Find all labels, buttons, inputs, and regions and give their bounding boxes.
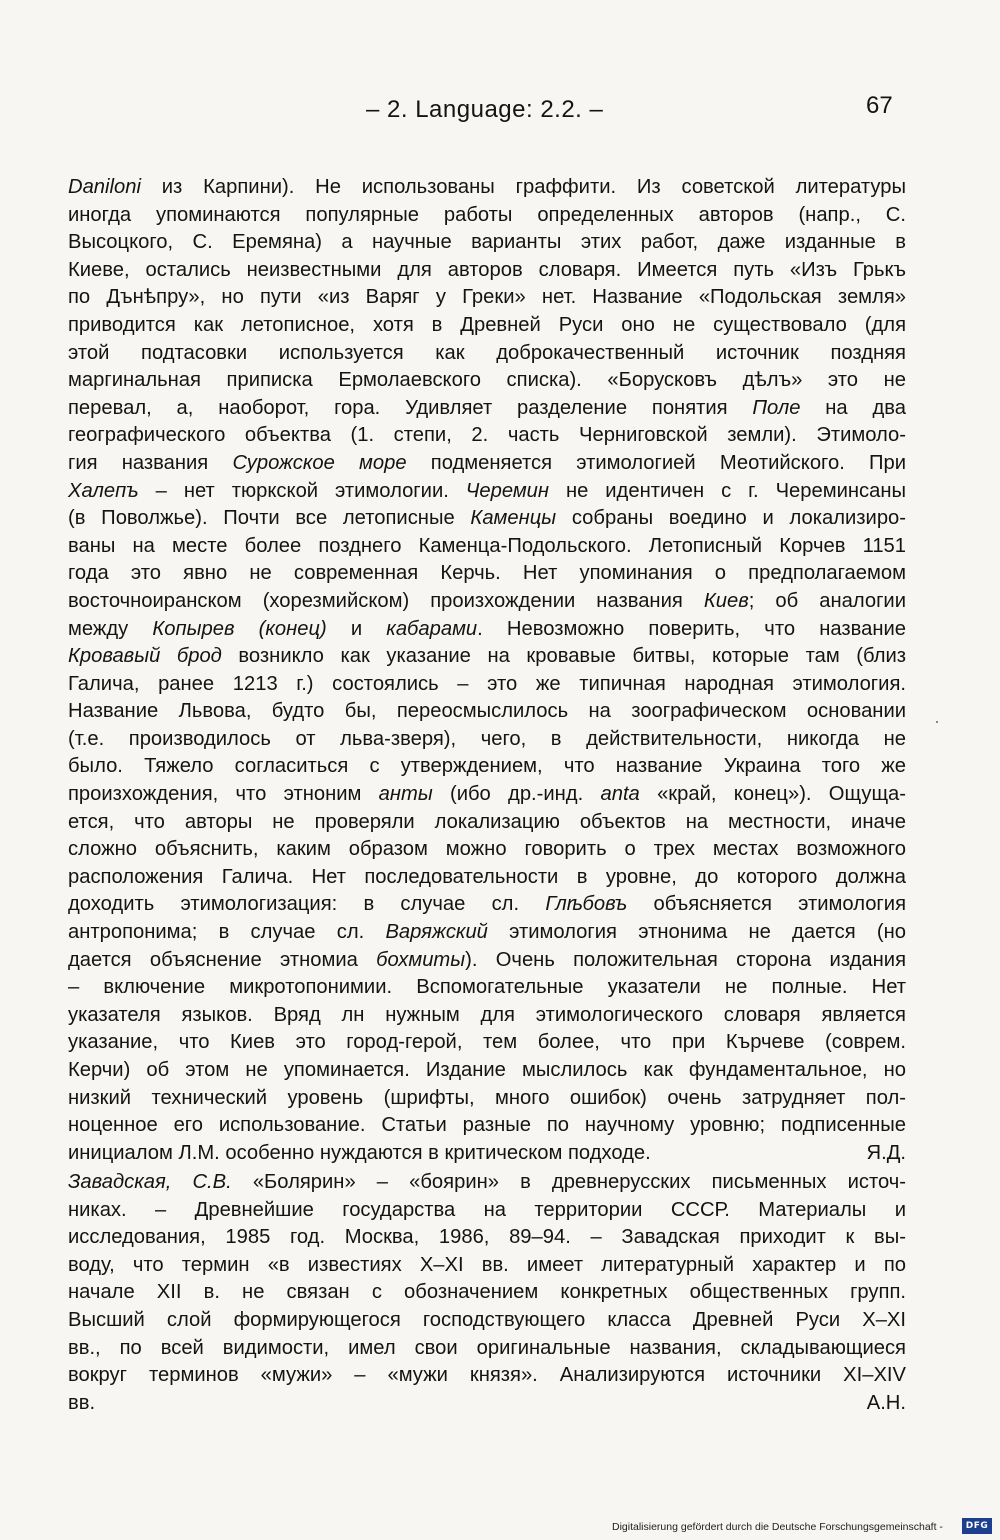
text-run: не идентичен с г. Череминсаны xyxy=(549,479,906,502)
text-run: (в Поволжье). Почти все летописные xyxy=(68,507,471,530)
text-run: начале XII в. не связан с обозначением конкретных общественных групп. xyxy=(68,1281,906,1304)
italic-term: Копырев (конец) xyxy=(152,617,327,640)
text-line xyxy=(68,229,906,257)
italic-term: Халепъ xyxy=(68,479,139,502)
text-line xyxy=(68,367,906,395)
text-line xyxy=(68,836,906,864)
italic-term: анты xyxy=(378,783,433,806)
text-run: сложно объяснить, каким образом можно говорить о трех местах возможного xyxy=(68,838,906,861)
text-run: вокруг терминов «мужи» – «мужи князя». Анализируются источники XI–XIV xyxy=(68,1364,906,1387)
text-line xyxy=(68,202,906,230)
text-line xyxy=(68,864,906,892)
text-run: инициалом Л.М. особенно нуждаются в критическом подходе. xyxy=(68,1141,651,1164)
text-run: вв., по всей видимости, имел свои оригинальные названия, складывающиеся xyxy=(68,1336,906,1359)
text-line xyxy=(68,947,906,975)
text-run: произхождения, что этноним xyxy=(68,783,379,806)
text-run: восточноиранском (хорезмийском) произхождении названия xyxy=(68,589,704,612)
text-run: . Невозможно поверить, что название xyxy=(477,617,906,640)
text-line xyxy=(68,505,906,533)
text-line xyxy=(68,1140,906,1168)
text-line xyxy=(68,891,906,919)
text-run: указателя языков. Вряд лн нужным для этимологического словаря является xyxy=(68,1003,906,1026)
text-line xyxy=(68,781,906,809)
text-line xyxy=(68,257,906,285)
text-line xyxy=(68,1112,906,1140)
text-run: Киеве, остались неизвестными для авторов словаря. Имеется путь «Изъ Грькъ xyxy=(68,258,906,281)
text-line xyxy=(68,588,906,616)
italic-term: Варяжский xyxy=(385,921,488,944)
text-line xyxy=(68,450,906,478)
text-line xyxy=(68,1307,906,1335)
text-run: этимология этнонима не дается (но xyxy=(487,921,906,944)
text-line xyxy=(68,1197,906,1225)
text-line xyxy=(68,174,906,202)
text-run: ваны на месте более позднего Каменца-Подольского. Летописный Корчев 1151 xyxy=(68,534,906,557)
text-run: Галича, ранее 1213 г.) состоялись – это же типичная народная этимология. xyxy=(68,672,906,695)
running-header: – 2. Language: 2.2. – xyxy=(366,96,604,123)
italic-term: бохмиты xyxy=(376,948,466,971)
text-line xyxy=(68,1169,906,1197)
italic-term: Черемин xyxy=(465,479,550,502)
reviewer-signature: Я.Д. xyxy=(866,1141,906,1164)
review-entry-2 xyxy=(68,1169,906,1417)
text-run: возникло как указание на кровавые битвы, которые там (близ xyxy=(221,645,906,668)
text-run: из Карпини). Не использованы граффити. Из советской литературы xyxy=(140,176,906,198)
italic-term: Daniloni xyxy=(68,176,141,198)
text-line xyxy=(68,1057,906,1085)
text-line xyxy=(68,643,906,671)
text-line xyxy=(68,671,906,699)
text-line xyxy=(68,616,906,644)
text-run: «край, конец»). Ощуща- xyxy=(639,783,907,806)
text-line xyxy=(68,974,906,1002)
text-run: иногда упоминаются популярные работы определенных авторов (напр., С. xyxy=(68,203,906,226)
page-number: 67 xyxy=(866,92,893,119)
italic-term: Кровавый брод xyxy=(68,645,222,668)
text-run: расположения Галича. Нет последовательности в уровне, до которого должна xyxy=(68,865,906,888)
text-run: указание, что Киев это город-герой, тем более, что при Кърчеве (соврем. xyxy=(68,1031,906,1054)
text-line xyxy=(68,340,906,368)
text-run: – нет тюркской этимологии. xyxy=(138,479,466,502)
text-run: дается объяснение этномиа xyxy=(68,948,377,971)
text-line xyxy=(68,1390,906,1418)
italic-term: Завадская, С.В. xyxy=(68,1171,232,1193)
text-run: Высоцкого, С. Еремяна) а научные варианты этих работ, даже изданные в xyxy=(68,231,906,254)
italic-term: Сурожское море xyxy=(232,451,407,474)
text-run: – включение микротопонимии. Вспомогательные указатели не полные. Нет xyxy=(68,976,906,999)
text-line xyxy=(68,312,906,340)
review-entry-1 xyxy=(68,174,906,1167)
italic-term: anta xyxy=(600,783,640,806)
text-line xyxy=(68,284,906,312)
reviewer-signature: А.Н. xyxy=(866,1391,906,1414)
text-run: никах. – Древнейшие государства на территории СССР. Материалы и xyxy=(68,1198,906,1221)
italic-term: Поле xyxy=(752,396,801,419)
text-run: объясняется этимология xyxy=(627,893,907,916)
text-line xyxy=(68,809,906,837)
text-run: ; об аналогии xyxy=(748,589,906,612)
text-line xyxy=(68,1002,906,1030)
text-run: собраны воедино и локализиро- xyxy=(556,507,906,530)
text-run: по Дънѣпру», но пути «из Варяг у Греки» нет. Название «Подольская земля» xyxy=(68,286,906,309)
text-run: было. Тяжело согласиться с утверждением, что название Украина того же xyxy=(68,755,906,778)
text-line xyxy=(68,422,906,450)
text-run: воду, что термин «в известиях X–XI вв. имеет литературный характер и по xyxy=(68,1253,906,1276)
text-run: (т.е. производилось от льва-зверя), чего, в действительности, никогда не xyxy=(68,727,906,750)
text-run: низкий технический уровень (шрифты, много ошибок) очень затрудняет пол- xyxy=(68,1086,906,1109)
text-line xyxy=(68,533,906,561)
text-run: перевал, а, наоборот, гора. Удивляет разделение понятия xyxy=(68,396,753,419)
text-run: географического объектва (1. степи, 2. часть Черниговской земли). Этимоло- xyxy=(68,424,906,447)
text-line xyxy=(68,560,906,588)
dfg-logo: DFG xyxy=(962,1518,992,1534)
text-run: гия названия xyxy=(68,451,233,474)
text-run: года это явно не современная Керчь. Нет упоминания о предполагаемом xyxy=(68,562,906,585)
text-line xyxy=(68,1085,906,1113)
text-run: Название Львова, будто бы, переосмыслилось на зоографическом основании xyxy=(68,700,906,723)
italic-term: Каменцы xyxy=(470,507,557,530)
text-run: подменяется этимологией Меотийского. При xyxy=(406,451,907,474)
italic-term: кабарами xyxy=(386,617,478,640)
text-line xyxy=(68,1029,906,1057)
text-run: Высший слой формирующегося господствующего класса Древней Руси X–XI xyxy=(68,1308,906,1331)
text-run: этой подтасовки используется как доброкачественный источник поздняя xyxy=(68,341,906,364)
text-run: и xyxy=(326,617,387,640)
text-line xyxy=(68,1224,906,1252)
text-line xyxy=(68,753,906,781)
text-line xyxy=(68,919,906,947)
text-run: маргинальная приписка Ермолаевского списка). «Борусковъ дѣлъ» это не xyxy=(68,369,906,392)
scan-speck xyxy=(936,721,938,723)
text-run: Керчи) об этом не упоминается. Издание мыслилось как фундаментальное, но xyxy=(68,1059,906,1081)
text-line xyxy=(68,1362,906,1390)
text-run: вв. xyxy=(68,1391,96,1414)
text-run: ется, что авторы не проверяли локализацию объектов на местности, иначе xyxy=(68,810,906,833)
text-line xyxy=(68,1279,906,1307)
italic-term: Киев xyxy=(703,589,749,612)
text-line xyxy=(68,1252,906,1280)
text-run: на два xyxy=(800,396,906,419)
italic-term: Глѣбовъ xyxy=(545,893,628,916)
text-run: (ибо др.-инд. xyxy=(432,783,601,806)
text-line xyxy=(68,478,906,506)
text-run: исследования, 1985 год. Москва, 1986, 89–94. – Завадская приходит к вы- xyxy=(68,1226,906,1249)
text-run: ноценное его использование. Статьи разные по научному уровню; подписенные xyxy=(68,1114,906,1137)
text-run: «Болярин» – «боярин» в древнерусских письменных источ- xyxy=(231,1171,906,1193)
digitization-credit: Digitalisierung gefördert durch die Deutsche Forschungsgemeinschaft - xyxy=(612,1521,943,1533)
text-line xyxy=(68,698,906,726)
text-run: приводится как летописное, хотя в Древней Руси оно не существовало (для xyxy=(68,313,906,336)
text-run: антропонима; в случае сл. xyxy=(68,921,386,944)
text-line xyxy=(68,726,906,754)
text-run: между xyxy=(68,617,153,640)
text-run: доходить этимологизация: в случае сл. xyxy=(68,893,546,916)
text-run: ). Очень положительная сторона издания xyxy=(465,948,906,971)
text-line xyxy=(68,1335,906,1363)
text-line xyxy=(68,395,906,423)
